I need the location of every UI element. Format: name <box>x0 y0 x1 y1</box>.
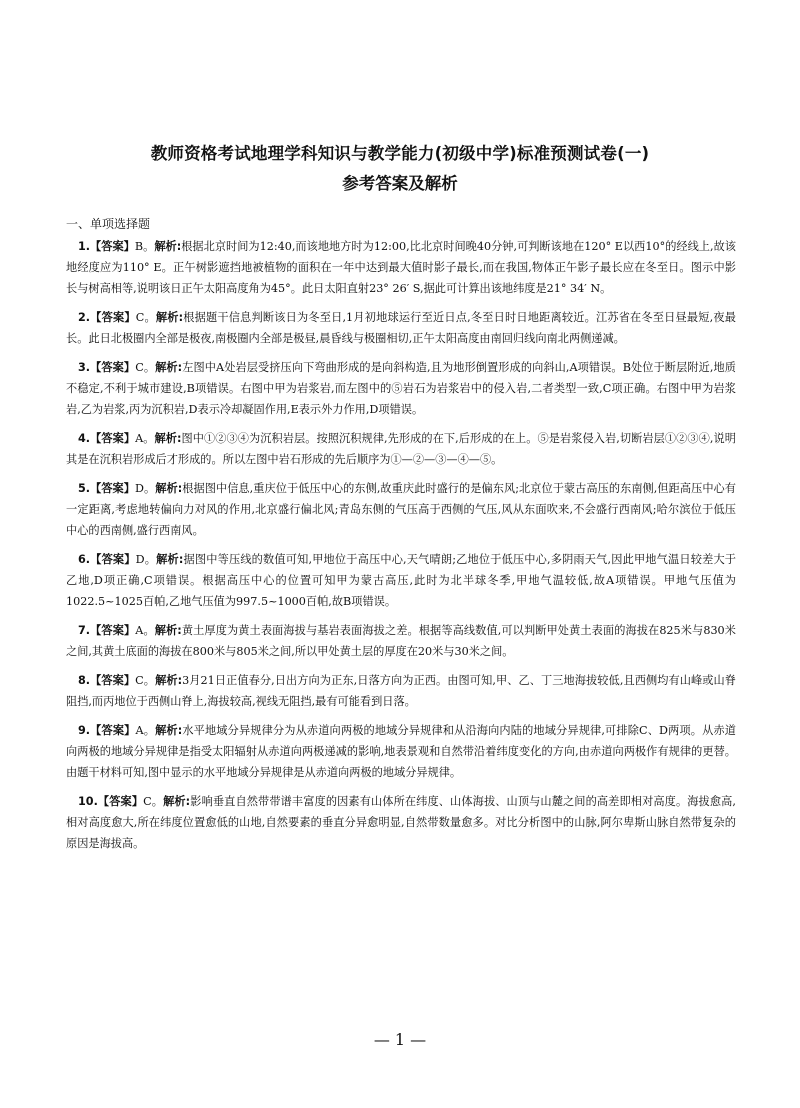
analysis-text: 图中①②③④为沉积岩层。按照沉积规律,先形成的在下,后形成的在上。⑤是岩浆侵入岩,切断岩层①②③④,说明其是在沉积岩形成后才形成的。所以左图中岩石形成的先后顺序为①—②—③—④—⑤。 <box>66 432 736 466</box>
analysis-text: 黄土厚度为黄土表面海拔与基岩表面海拔之差。根据等高线数值,可以判断甲处黄土表面的海拔在825米与830米之间,其黄土底面的海拔在800米与805米之间,所以甲处黄土层的厚度在20米与30米之间。 <box>66 624 736 658</box>
document-subtitle: 参考答案及解析 <box>342 174 458 193</box>
answer-number: 8. <box>78 674 91 687</box>
answer-letter: A <box>135 432 144 445</box>
analysis-label: 解析: <box>155 482 183 495</box>
answer-item: 5.【答案】D。解析:根据图中信息,重庆位于低压中心的东侧,故重庆此时盛行的是偏东风;北京位于蒙古高压的东南侧,但距高压中心有一定距离,考虑地转偏向力对风的作用,北京盛行偏北风;青岛东侧的气压高于西侧的气压,风从东面吹来,不会盛行西南风;哈尔滨位于低压中心的西南侧,盛行西南风。 <box>66 482 736 537</box>
answer-item: 6.【答案】D。解析:据图中等压线的数值可知,甲地位于高压中心,天气晴朗;乙地位于低压中心,多阴雨天气,因此甲地气温日较差大于乙地,D项正确,C项错误。根据高压中心的位置可知甲为蒙古高压,此时为北半球冬季,甲地气温较低,故A项错误。甲地气压值为1022.5~1025百帕,乙地气压值为997.5~1000百帕,故B项错误。 <box>66 553 736 608</box>
answer-number: 10. <box>78 795 98 808</box>
answer-number: 1. <box>78 240 91 253</box>
analysis-label: 解析: <box>155 674 183 687</box>
answer-tag: 【答案】 <box>90 482 136 495</box>
analysis-text: 影响垂直自然带带谱丰富度的因素有山体所在纬度、山体海拔、山顶与山麓之间的高差即相对高度。海拔愈高,相对高度愈大,所在纬度位置愈低的山地,自然要素的垂直分异愈明显,自然带数量愈多。对比分析图中的山脉,阿尔卑斯山脉自然带复杂的原因是海拔高。 <box>66 795 736 850</box>
answer-letter: C <box>135 311 145 324</box>
answer-tag: 【答案】 <box>90 674 136 687</box>
answer-letter: C <box>143 795 152 808</box>
answer-letter: D <box>135 553 145 566</box>
answer-letter: A <box>135 624 144 637</box>
page-number: — 1 — <box>373 1030 427 1049</box>
analysis-label: 解析: <box>163 795 191 808</box>
answer-number: 6. <box>78 553 91 566</box>
answer-tag: 【答案】 <box>90 311 136 324</box>
answer-item: 3.【答案】C。解析:左图中A处岩层受挤压向下弯曲形成的是向斜构造,且为地形倒置形成的向斜山,A项错误。B处位于断层附近,地质不稳定,不利于城市建设,B项错误。右图中甲为岩浆岩,而左图中的⑤岩石为岩浆岩中的侵入岩,二者类型一致,C项正确。右图中甲为岩浆岩,乙为岩浆,丙为沉积岩,D表示冷却凝固作用,E表示外力作用,D项错误。 <box>66 361 736 416</box>
answer-letter: A <box>135 724 144 737</box>
answer-number: 5. <box>78 482 91 495</box>
answer-number: 3. <box>78 361 91 374</box>
analysis-text: 根据北京时间为12:40,而该地地方时为12:00,比北京时间晚40分钟,可判断该地在120° E以西10°的经线上,故该地经度应为110° E。正午树影遮挡地被植物的面积在一年中达到最大值时影子最长,而在我国,物体正午影子最长应在冬至日。图示中影长与树高相等,说明该日正午太阳高度角为45°。此日太阳直射23° 26′ S,据此可计算出该地纬度是21° 34′ N。 <box>66 240 736 295</box>
answer-tag: 【答案】 <box>90 724 136 737</box>
answer-tag: 【答案】 <box>97 795 144 808</box>
analysis-label: 解析: <box>154 624 182 637</box>
analysis-label: 解析: <box>156 553 184 566</box>
section-heading: 一、单项选择题 <box>66 217 151 231</box>
analysis-text: 根据图中信息,重庆位于低压中心的东侧,故重庆此时盛行的是偏东风;北京位于蒙古高压的东南侧,但距高压中心有一定距离,考虑地转偏向力对风的作用,北京盛行偏北风;青岛东侧的气压高于西侧的气压,风从东面吹来,不会盛行西南风;哈尔滨位于低压中心的西南侧,盛行西南风。 <box>66 482 736 537</box>
analysis-text: 根据题干信息判断该日为冬至日,1月初地球运行至近日点,冬至日时日地距离较近。江苏省在冬至日昼最短,夜最长。此日北极圈内全部是极夜,南极圈内全部是极昼,晨昏线与极圈相切,正午太阳高度由南回归线向南北两侧递减。 <box>66 311 736 345</box>
answer-tag: 【答案】 <box>90 361 136 374</box>
answer-letter: D <box>135 482 145 495</box>
analysis-label: 解析: <box>155 724 183 737</box>
answer-list <box>66 236 736 862</box>
answer-tag: 【答案】 <box>90 624 136 637</box>
analysis-text: 左图中A处岩层受挤压向下弯曲形成的是向斜构造,且为地形倒置形成的向斜山,A项错误。B处位于断层附近,地质不稳定,不利于城市建设,B项错误。右图中甲为岩浆岩,而左图中的⑤岩石为岩浆岩中的侵入岩,二者类型一致,C项正确。右图中甲为岩浆岩,乙为岩浆,丙为沉积岩,D表示冷却凝固作用,E表示外力作用,D项错误。 <box>66 361 736 416</box>
answer-item: 7.【答案】A。解析:黄土厚度为黄土表面海拔与基岩表面海拔之差。根据等高线数值,可以判断甲处黄土表面的海拔在825米与830米之间,其黄土底面的海拔在800米与805米之间,所以甲处黄土层的厚度在20米与30米之间。 <box>66 624 736 658</box>
answer-item: 1.【答案】B。解析:根据北京时间为12:40,而该地地方时为12:00,比北京时间晚40分钟,可判断该地在120° E以西10°的经线上,故该地经度应为110° E。正午树影遮挡地被植物的面积在一年中达到最大值时影子最长,而在我国,物体正午影子最长应在冬至日。图示中影长与树高相等,说明该日正午太阳高度角为45°。此日太阳直射23° 26′ S,据此可计算出该地纬度是21° 34′ N。 <box>66 240 736 295</box>
analysis-text: 水平地域分异规律分为从赤道向两极的地域分异规律和从沿海向内陆的地域分异规律,可排除C、D两项。从赤道向两极的地域分异规律是指受太阳辐射从赤道向两极递减的影响,地表景观和自然带沿着纬度变化的方向,由赤道向两极作有规律的更替。由题干材料可知,图中显示的水平地域分异规律是从赤道向两极的地域分异规律。 <box>66 724 736 779</box>
analysis-label: 解析: <box>154 240 182 253</box>
answer-item: 4.【答案】A。解析:图中①②③④为沉积岩层。按照沉积规律,先形成的在下,后形成的在上。⑤是岩浆侵入岩,切断岩层①②③④,说明其是在沉积岩形成后才形成的。所以左图中岩石形成的先后顺序为①—②—③—④—⑤。 <box>66 432 736 466</box>
answer-letter: B <box>134 240 144 253</box>
answer-number: 7. <box>78 624 91 637</box>
analysis-label: 解析: <box>155 361 183 374</box>
answer-item: 2.【答案】C。解析:根据题干信息判断该日为冬至日,1月初地球运行至近日点,冬至日时日地距离较近。江苏省在冬至日昼最短,夜最长。此日北极圈内全部是极夜,南极圈内全部是极昼,晨昏线与极圈相切,正午太阳高度由南回归线向南北两侧递减。 <box>66 311 736 345</box>
document-title: 教师资格考试地理学科知识与教学能力(初级中学)标准预测试卷(一) <box>150 144 650 163</box>
answer-tag: 【答案】 <box>90 432 136 445</box>
analysis-label: 解析: <box>154 432 182 445</box>
analysis-text: 3月21日正值春分,日出方向为正东,日落方向为正西。由图可知,甲、乙、丁三地海拔较低,且西侧均有山峰或山脊阻挡,而丙地位于西侧山脊上,海拔较高,视线无阻挡,最有可能看到日落。 <box>66 674 736 708</box>
answer-item: 10.【答案】C。解析:影响垂直自然带带谱丰富度的因素有山体所在纬度、山体海拔、山顶与山麓之间的高差即相对高度。海拔愈高,相对高度愈大,所在纬度位置愈低的山地,自然要素的垂直分异愈明显,自然带数量愈多。对比分析图中的山脉,阿尔卑斯山脉自然带复杂的原因是海拔高。 <box>66 795 736 850</box>
answer-letter: C <box>135 361 144 374</box>
answer-number: 4. <box>78 432 91 445</box>
answer-tag: 【答案】 <box>90 553 136 566</box>
answer-number: 2. <box>78 311 91 324</box>
answer-tag: 【答案】 <box>90 240 135 253</box>
title-block <box>0 142 800 196</box>
answer-letter: C <box>135 674 144 687</box>
analysis-text: 据图中等压线的数值可知,甲地位于高压中心,天气晴朗;乙地位于低压中心,多阴雨天气,因此甲地气温日较差大于乙地,D项正确,C项错误。根据高压中心的位置可知甲为蒙古高压,此时为北半球冬季,甲地气温较低,故A项错误。甲地气压值为1022.5~1025百帕,乙地气压值为997.5~1000百帕,故B项错误。 <box>66 553 736 608</box>
analysis-label: 解析: <box>155 311 184 324</box>
answer-number: 9. <box>78 724 91 737</box>
answer-item: 9.【答案】A。解析:水平地域分异规律分为从赤道向两极的地域分异规律和从沿海向内陆的地域分异规律,可排除C、D两项。从赤道向两极的地域分异规律是指受太阳辐射从赤道向两极递减的影响,地表景观和自然带沿着纬度变化的方向,由赤道向两极作有规律的更替。由题干材料可知,图中显示的水平地域分异规律是从赤道向两极的地域分异规律。 <box>66 724 736 779</box>
answer-item: 8.【答案】C。解析:3月21日正值春分,日出方向为正东,日落方向为正西。由图可知,甲、乙、丁三地海拔较低,且西侧均有山峰或山脊阻挡,而丙地位于西侧山脊上,海拔较高,视线无阻挡,最有可能看到日落。 <box>66 674 736 708</box>
